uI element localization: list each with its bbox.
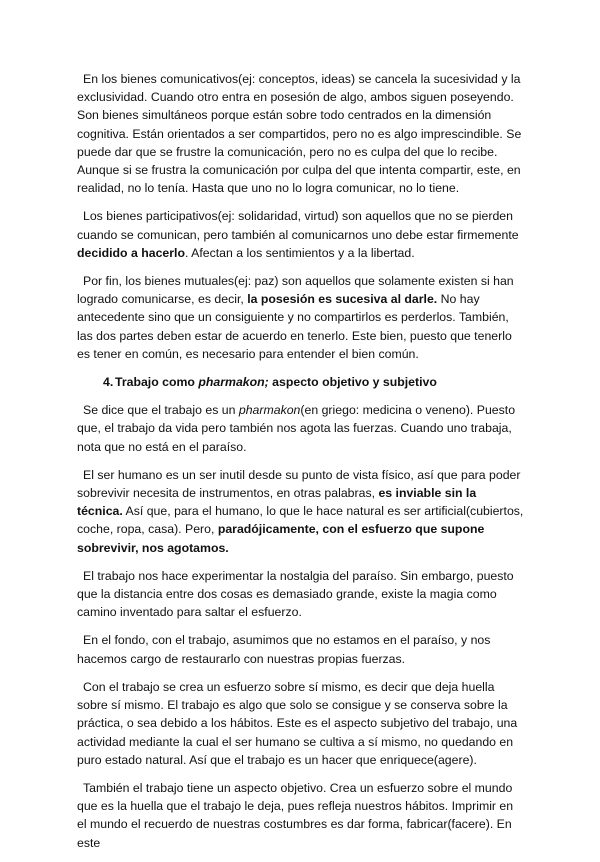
bold-text: la posesión es sucesiva al darle. xyxy=(247,292,438,307)
body-text: No hay antecedente sino que un consiguiente y no compartirlos es perderlos. También, las dos partes deben estar de acuerdo en tenerlo. Este bien, puesto que tenerlo es tener en común, es necesario para entender el bien común. xyxy=(77,292,512,361)
paragraph-aspecto-subjetivo xyxy=(77,678,525,769)
bold-text: Trabajo como xyxy=(115,375,199,390)
body-text: En el fondo, con el trabajo, asumimos que no estamos en el paraíso, y nos hacemos cargo de restaurarlo con nuestras propias fuerzas. xyxy=(77,633,491,666)
body-text: Con el trabajo se crea un esfuerzo sobre sí mismo, es decir que deja huella sobre sí mismo. El trabajo es algo que solo se consigue y se conserva sobre la práctica, o sea debido a los hábitos. Este es el aspecto subjetivo del trabajo, una actividad mediante la cual el ser humano se cultiva a sí mismo, no quedando en puro estado natural. Así que el trabajo es un hacer que enriquece(agere). xyxy=(77,679,518,767)
section-number: 4. xyxy=(103,375,114,390)
body-text: También el trabajo tiene un aspecto objetivo. Crea un esfuerzo sobre el mundo que es la huella que el trabajo le deja, pues refleja nuestros hábitos. Imprimir en el mundo el recuerdo de nuestras costumbres es dar forma, fabricar(facere). En este xyxy=(77,780,514,850)
body-text: Se dice que el trabajo es un xyxy=(83,403,239,418)
section-heading xyxy=(77,373,525,391)
body-text: . Afectan a los sentimientos y a la libertad. xyxy=(184,245,415,260)
paragraph-bienes-participativos xyxy=(77,207,525,262)
paragraph-ser-humano-inutil xyxy=(77,466,525,557)
bold-italic-text xyxy=(198,375,268,389)
document-body xyxy=(77,70,525,862)
body-text: El ser humano es un ser inutil desde su punto de vista físico, así que para poder sobrevivir necesita de instrumentos, en otras palabras, xyxy=(77,467,521,501)
bold-text: decidido a hacerlo xyxy=(77,245,185,260)
body-text: Así que, para el humano, lo que le hace natural es ser artificial(cubiertos, coche, ropa, casa). Pero, xyxy=(77,504,524,537)
body-text: Por fin, los bienes mutuales(ej: paz) son aquellos que solamente existen si han logrado comunicarse, es decir, xyxy=(77,274,514,307)
paragraph-en-el-fondo xyxy=(77,631,525,667)
bold-text: es inviable sin la técnica. xyxy=(77,486,477,519)
body-text: En los bienes comunicativos(ej: conceptos, ideas) se cancela la sucesividad y la exclusividad. Cuando otro entra en posesión de algo, ambos siguen poseyendo. Son bienes simultáneos porque están sobre todo centrados en la dimensión cognitiva. Están orientados a ser compartidos, pero no es algo imprescindible. Se puede dar que se frustre la comunicación, pero no es culpa del que lo recibe. Aunque si se frustra la comunicación por culpa del que intenta compartir, este, en realidad, no lo tenía. Hasta que uno no lo logra comunicar, no lo tiene. xyxy=(77,72,522,196)
bold-text: aspecto objetivo y subjetivo xyxy=(268,375,437,390)
paragraph-nostalgia-paraiso xyxy=(77,567,525,622)
paragraph-trabajo-pharmakon xyxy=(77,401,525,456)
paragraph-aspecto-objetivo xyxy=(77,779,525,852)
paragraph-bienes-comunicativos xyxy=(77,70,525,197)
bold-text: paradójicamente, con el esfuerzo que supone sobrevivir, nos agotamos. xyxy=(77,522,485,555)
body-text: El trabajo nos hace experimentar la nostalgia del paraíso. Sin embargo, puesto que la distancia entre dos cosas es demasiado grande, existe la magia como camino inventado para saltar el esfuerzo. xyxy=(77,568,514,620)
italic-text: pharmakon xyxy=(238,403,301,418)
body-text: (en griego: medicina o veneno). Puesto que, el trabajo da vida pero también nos agota las fuerzas. Cuando uno trabaja, nota que no está en el paraíso. xyxy=(77,403,516,454)
emphasis-text: pharmakon; xyxy=(198,375,269,390)
paragraph-bienes-mutuales xyxy=(77,272,525,363)
body-text: Los bienes participativos(ej: solidaridad, virtud) son aquellos que no se pierden cuando se comunican, pero también al comunicarnos uno debe estar firmemente xyxy=(77,209,519,242)
